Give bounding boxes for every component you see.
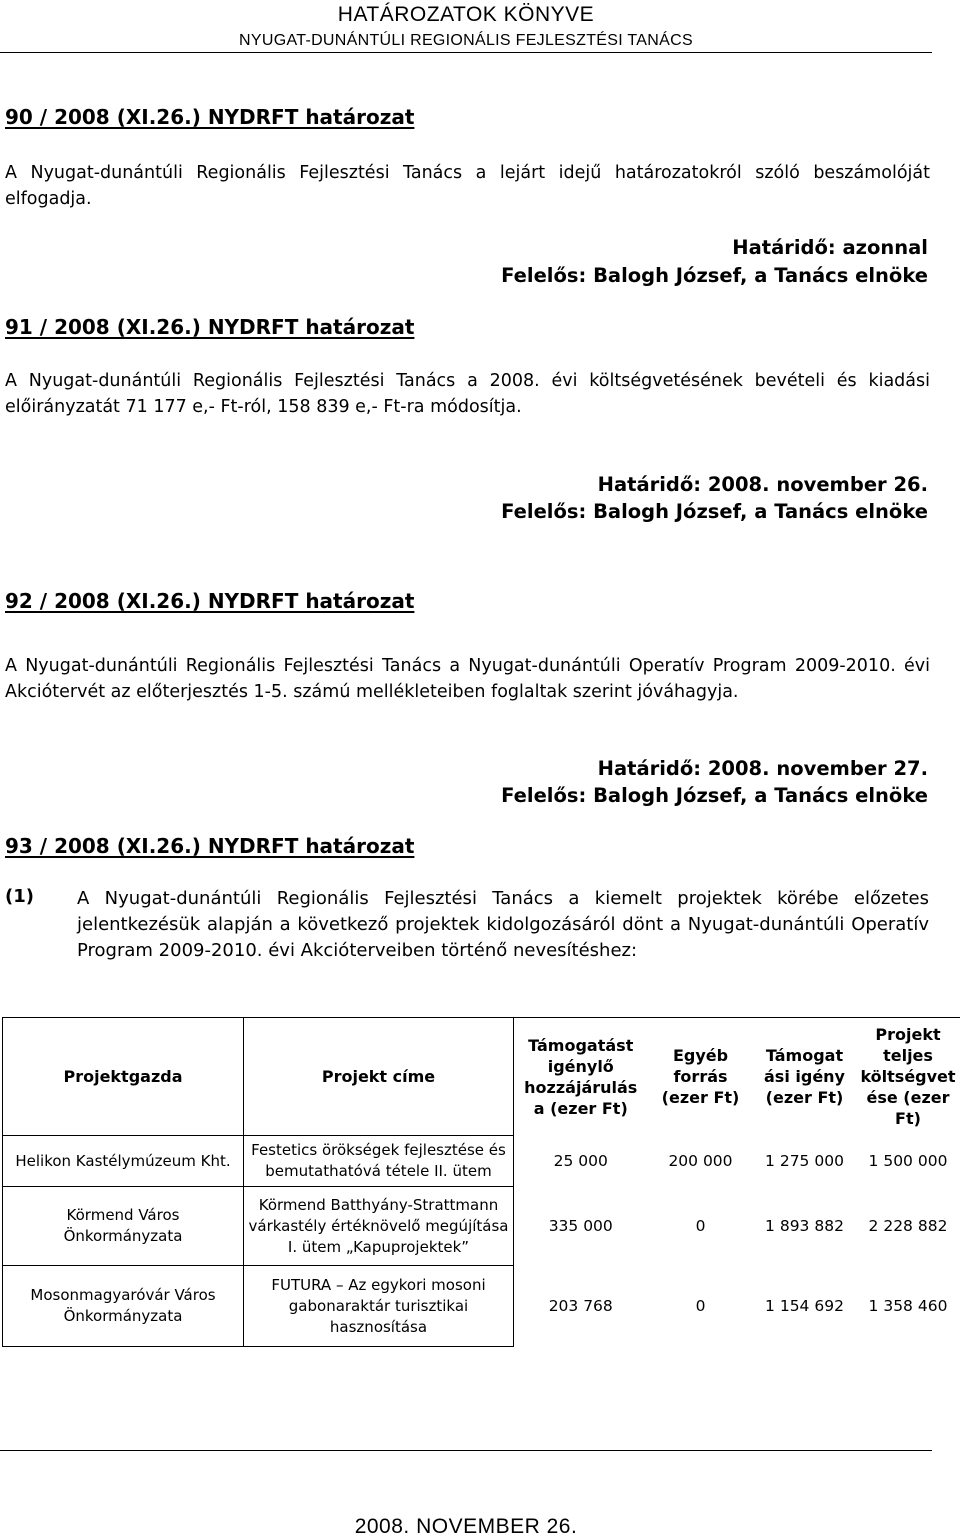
deadline: Határidő: azonnal [732, 236, 928, 259]
resolution-title: 93 / 2008 (XI.26.) NYDRFT határozat [5, 834, 415, 858]
other-source-cell: 200 000 [668, 1151, 733, 1170]
contribution-cell: 25 000 [553, 1151, 608, 1170]
owner-cell: Körmend Város Önkormányzata [3, 1187, 244, 1266]
contribution-cell: 203 768 [548, 1296, 613, 1315]
header-cell: Támogat ási igény (ezer Ft) [754, 1018, 856, 1136]
other-source-cell: 0 [695, 1216, 706, 1235]
support-cell: 1 893 882 [765, 1216, 844, 1235]
footer-date: 2008. NOVEMBER 26. [354, 1515, 578, 1538]
project-cell: Festetics örökségek fejlesztése és bemutathatóvá tétele II. ütem [244, 1136, 514, 1187]
header-cell: Támogatást igénylő hozzájárulás a (ezer Ft) [514, 1018, 648, 1136]
owner-cell: Helikon Kastélymúzeum Kht. [3, 1136, 244, 1187]
resolution-text: A Nyugat-dunántúli Regionális Fejlesztési Tanács a lejárt idejű határozatokról szóló beszámolóját elfogadja. [5, 163, 930, 209]
header-cell: Projekt címe [244, 1018, 514, 1136]
contribution-cell: 335 000 [548, 1216, 613, 1235]
footer-divider [0, 1450, 932, 1451]
header-cell: Egyéb forrás (ezer Ft) [648, 1018, 754, 1136]
header-cell: Projektgazda [3, 1018, 244, 1136]
deadline: Határidő: 2008. november 26. [597, 473, 928, 496]
council-name: NYUGAT-DUNÁNTÚLI REGIONÁLIS FEJLESZTÉSI TANÁCS [239, 32, 693, 49]
resolution-title: 91 / 2008 (XI.26.) NYDRFT határozat [5, 315, 415, 339]
total-cell: 1 358 460 [868, 1296, 948, 1315]
resolution-text: A Nyugat-dunántúli Regionális Fejlesztési Tanács a Nyugat-dunántúli Operatív Program 2009-2010. évi Akciótervét az előterjesztés 1-5. számú mellékleteiben foglaltak szerint jóváhagyja. [5, 656, 930, 702]
header-divider [0, 52, 932, 53]
support-cell: 1 154 692 [765, 1296, 844, 1315]
other-source-cell: 0 [695, 1296, 706, 1315]
total-cell: 1 500 000 [868, 1151, 948, 1170]
responsible: Felelős: Balogh József, a Tanács elnöke [501, 784, 928, 807]
table-row [3, 1266, 960, 1347]
resolution-title: 92 / 2008 (XI.26.) NYDRFT határozat [5, 589, 415, 613]
point-number: (1) [5, 886, 34, 907]
responsible: Felelős: Balogh József, a Tanács elnöke [501, 264, 928, 287]
resolution-text: A Nyugat-dunántúli Regionális Fejlesztési Tanács a kiemelt projektek körébe előzetes jelentkezésük alapján a következő projektek kidolgozásáról dönt a Nyugat-dunántúli Operatív Program 2009-2010. évi Akcióterveiben történő nevesítéshez: [77, 888, 929, 961]
owner-cell: Mosonmagyaróvár Város Önkormányzata [3, 1266, 244, 1347]
resolution-title: 90 / 2008 (XI.26.) NYDRFT határozat [5, 105, 415, 129]
project-cell: FUTURA – Az egykori mosoni gabonaraktár turisztikai hasznosítása [244, 1266, 514, 1347]
total-cell: 2 228 882 [868, 1216, 948, 1235]
header-cell: Projekt teljes költségvet ése (ezer Ft) [856, 1018, 960, 1136]
table-header-row [3, 1018, 960, 1136]
resolution-text: A Nyugat-dunántúli Regionális Fejlesztési Tanács a 2008. évi költségvetésének bevételi és kiadási előirányzatát 71 177 e,- Ft-ról, 158 839 e,- Ft-ra módosítja. [5, 371, 930, 417]
deadline: Határidő: 2008. november 27. [597, 757, 928, 780]
table-row [3, 1136, 960, 1187]
project-cell: Körmend Batthyány-Strattmann várkastély értéknövelő megújítása I. ütem „Kapuprojektek” [244, 1187, 514, 1266]
support-cell: 1 275 000 [765, 1151, 844, 1170]
responsible: Felelős: Balogh József, a Tanács elnöke [501, 500, 928, 523]
book-title: HATÁROZATOK KÖNYVE [337, 3, 595, 26]
projects-table [2, 1017, 960, 1347]
table-row [3, 1187, 960, 1266]
